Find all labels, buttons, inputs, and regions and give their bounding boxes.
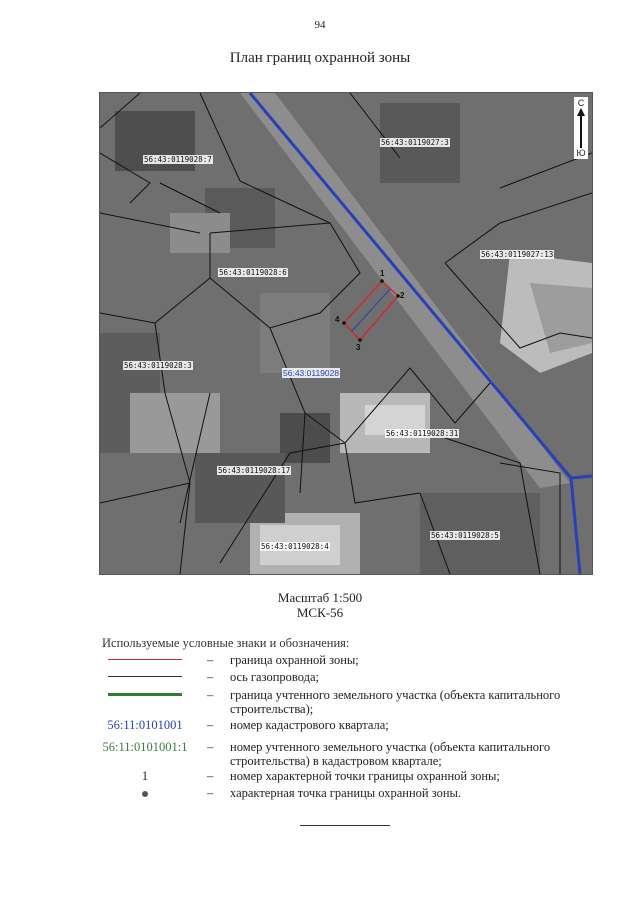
coordinate-system: МСК-56 <box>296 605 344 620</box>
parcel-label: 56:43:0119028:3 <box>124 361 192 370</box>
footer-rule <box>300 825 390 826</box>
point-number-sample: 1 <box>141 769 149 783</box>
scale-label: Масштаб 1:500 <box>277 590 363 605</box>
quarter-label: 56:43:0119028 <box>283 368 340 378</box>
north-arrow <box>574 97 588 159</box>
point-label-2: 2 <box>400 291 405 300</box>
parcel-label: 56:43:0119028:31 <box>386 429 459 438</box>
page-title: План границ охранной зоны <box>229 50 411 66</box>
parcel-label: 56:43:0119028:4 <box>261 542 329 551</box>
protection-zone-line-icon <box>100 653 190 660</box>
south-label: Ю <box>576 148 586 158</box>
parcel-label: 56:43:0119028:6 <box>219 268 287 277</box>
north-label: С <box>577 98 585 108</box>
parcel-border-line-icon <box>100 688 190 696</box>
aerial-map-drawing <box>100 93 592 574</box>
parcel-label: 56:43:0119028:17 <box>218 466 291 475</box>
gas-axis-line-icon <box>100 670 190 677</box>
point-label-3: 3 <box>356 343 361 352</box>
legend-heading: Используемые условные знаки и обозначения: <box>102 636 350 650</box>
map-scale <box>0 590 640 620</box>
parcel-label: 56:43:0119028:5 <box>431 531 499 540</box>
quarter-number-sample: 56:11:0101001 <box>107 718 183 732</box>
parcel-number-sample: 56:11:0101001:1 <box>102 740 188 754</box>
page-number: 94 <box>314 19 326 31</box>
parcel-label: 56:43:0119028:7 <box>144 155 212 164</box>
parcel-label: 56:43:0119027:3 <box>381 138 449 147</box>
point-label-1: 1 <box>380 269 385 278</box>
cadastral-map <box>99 92 593 575</box>
point-label-4: 4 <box>335 315 340 324</box>
point-dot-icon <box>100 786 190 800</box>
parcel-label: 56:43:0119027:13 <box>481 250 554 259</box>
north-arrow-icon <box>577 108 585 148</box>
